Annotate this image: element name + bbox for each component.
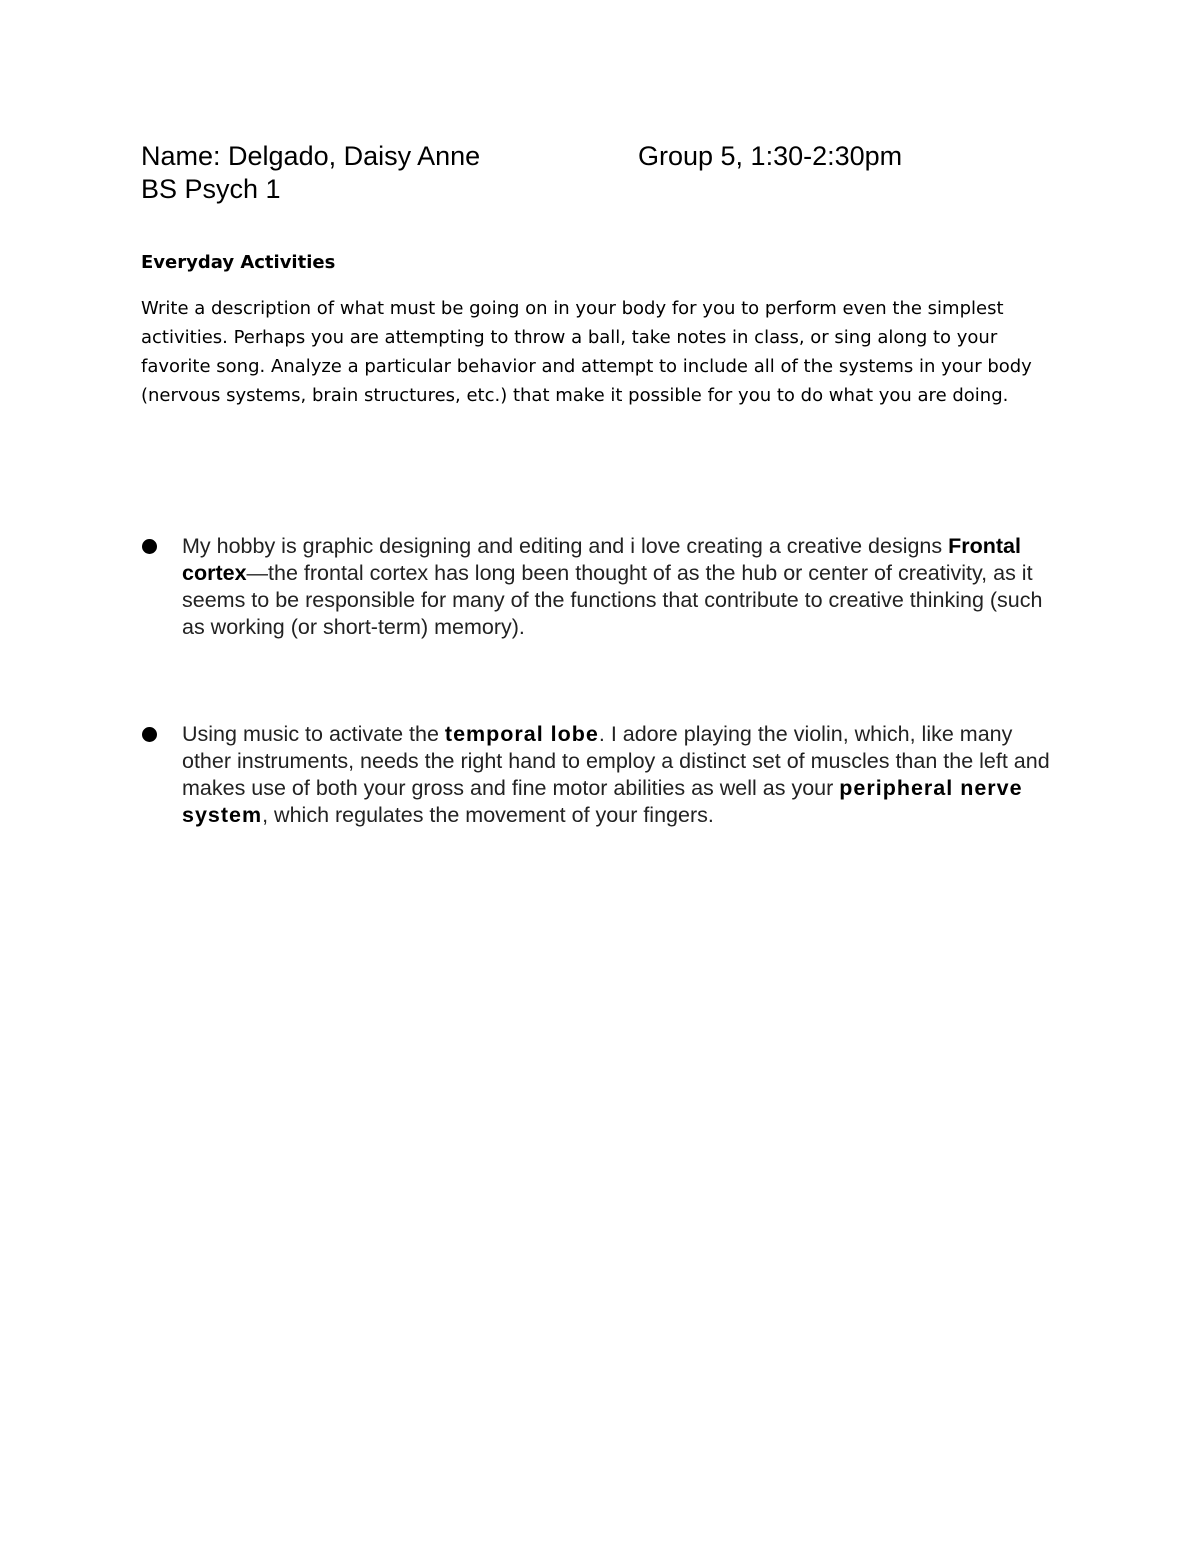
bullet-body-text: . I adore playing the violin, which, like many other instruments, needs the right hand to employ a distinct set of muscles than the left and makes use of both your gross and fine motor abilities as well as your	[182, 722, 1050, 800]
header-row-course	[141, 173, 1041, 206]
bold-term: Frontal cortex	[182, 534, 1021, 585]
header-row	[141, 140, 1041, 173]
bullet-icon	[142, 539, 157, 554]
bullet-intro-text: Using music to activate the	[182, 722, 445, 746]
document-header	[141, 140, 1041, 206]
list-item	[141, 721, 1061, 829]
list-item	[141, 533, 1061, 641]
bold-term: peripheral nerve system	[182, 776, 1023, 827]
section-title: Everyday Activities	[141, 252, 336, 273]
bullet-intro-text: My hobby is graphic designing and editing and i love creating a creative designs	[182, 534, 949, 558]
activity-prompt-section	[141, 250, 1061, 410]
bullet-body-text: —the frontal cortex has long been thought of as the hub or center of creativity, as it seems to be responsible for many of the functions that contribute to creative thinking (such as working (or short-term) memory).	[182, 561, 1043, 639]
group-schedule: Group 5, 1:30-2:30pm	[638, 141, 903, 171]
bold-term: temporal lobe	[444, 722, 599, 746]
course-label: BS Psych 1	[141, 174, 281, 204]
prompt-paragraph: Write a description of what must be going on in your body for you to perform even the simplest activities. Perhaps you are attempting to throw a ball, take notes in class, or sing along to your favorite song. Analyze a particular behavior and attempt to include all of the systems in your body (nervous systems, brain structures, etc.) that make it possible for you to do what you are doing.	[141, 298, 1032, 406]
student-name: Name: Delgado, Daisy Anne	[141, 141, 481, 171]
answer-list	[141, 533, 1061, 829]
bullet-end-text: , which regulates the movement of your fingers.	[262, 803, 714, 827]
bullet-icon	[142, 727, 157, 742]
